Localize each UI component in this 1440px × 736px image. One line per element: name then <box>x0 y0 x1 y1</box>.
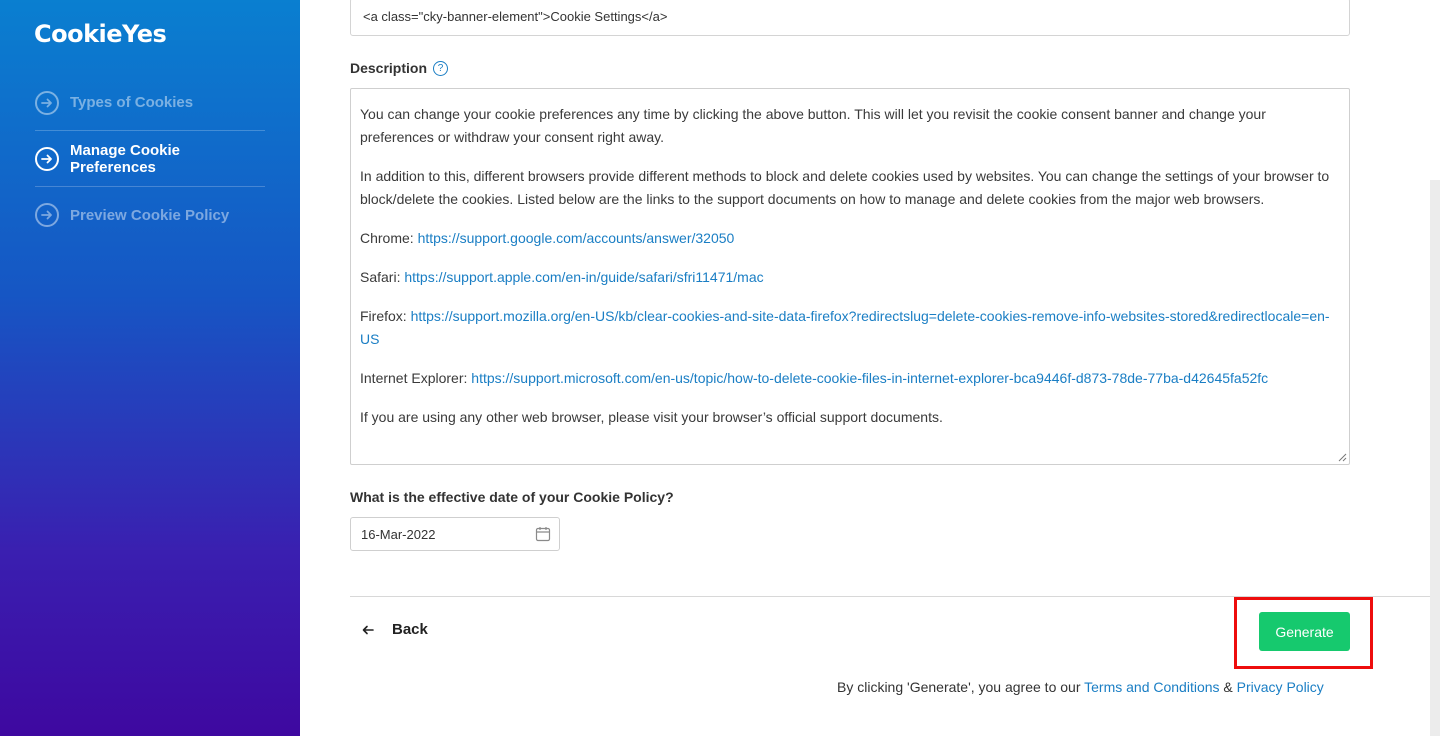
cookie-settings-code-input[interactable]: <a class="cky-banner-element">Cookie Settings</a> <box>350 0 1350 36</box>
scrollbar[interactable] <box>1430 180 1440 736</box>
description-label-text: Description <box>350 60 428 76</box>
cookieyes-logo[interactable]: CookieYes <box>34 20 167 48</box>
arrow-right-circle-icon <box>35 91 59 115</box>
back-button[interactable] <box>362 621 428 638</box>
sidebar-item-types-of-cookies[interactable] <box>35 75 265 131</box>
firefox-support-link[interactable]: https://support.mozilla.org/en-US/kb/clear-cookies-and-site-data-firefox?redirectslug=delete-cookies-remove-info-websites-stored&redirectlocale=en-US <box>360 308 1330 347</box>
browser-name: Safari: <box>360 269 401 285</box>
sidebar-item-label: Manage Cookie Preferences <box>70 141 181 176</box>
agreement-prefix: By clicking 'Generate', you agree to our <box>837 679 1085 695</box>
browser-name: Chrome: <box>360 230 414 246</box>
sidebar-item-label: Preview Cookie Policy <box>70 206 230 224</box>
generate-button[interactable]: Generate <box>1259 612 1350 651</box>
main-content <box>300 0 1430 736</box>
sidebar-item-manage-cookie-preferences[interactable] <box>35 131 265 187</box>
calendar-icon[interactable] <box>535 526 551 542</box>
agreement-text <box>837 679 1324 695</box>
chrome-support-link[interactable]: https://support.google.com/accounts/answer/32050 <box>417 230 735 246</box>
step-nav <box>35 75 265 243</box>
effective-date-input[interactable] <box>350 517 560 551</box>
terms-link[interactable]: Terms and Conditions <box>1084 679 1220 695</box>
resize-grip-icon[interactable] <box>1338 453 1347 462</box>
browser-link-row-safari <box>360 266 1340 289</box>
description-paragraph: If you are using any other web browser, please visit your browser’s official support documents. <box>360 409 943 425</box>
sidebar <box>0 0 300 736</box>
arrow-left-icon <box>362 624 374 636</box>
description-paragraph: You can change your cookie preferences any time by clicking the above button. This will let you revisit the cookie consent banner and change your preferences or withdraw your consent right away. <box>360 106 1266 145</box>
description-textarea[interactable] <box>350 88 1350 465</box>
arrow-right-circle-icon <box>35 203 59 227</box>
sidebar-item-preview-cookie-policy[interactable] <box>35 187 265 243</box>
ie-support-link[interactable]: https://support.microsoft.com/en-us/topic/how-to-delete-cookie-files-in-internet-explorer-bca9446f-d873-78de-77ba-d42645fa52fc <box>471 370 1269 386</box>
safari-support-link[interactable]: https://support.apple.com/en-in/guide/safari/sfri11471/mac <box>404 269 764 285</box>
description-label <box>350 60 448 76</box>
privacy-policy-link[interactable]: Privacy Policy <box>1236 679 1324 695</box>
help-icon[interactable]: ? <box>433 61 448 76</box>
browser-name: Internet Explorer: <box>360 370 468 386</box>
browser-name: Firefox: <box>360 308 407 324</box>
back-button-label: Back <box>392 621 428 638</box>
arrow-right-circle-icon <box>35 147 59 171</box>
sidebar-item-label: Types of Cookies <box>70 94 194 111</box>
description-paragraph: In addition to this, different browsers provide different methods to block and delete cookies used by websites. You can change the settings of your browser to block/delete the cookies. Listed below are the links to the support documents on how to manage and delete cookies from the major web browsers. <box>360 168 1330 207</box>
agreement-ampersand: & <box>1219 679 1237 695</box>
effective-date-label: What is the effective date of your Cookie Policy? <box>350 489 674 505</box>
browser-link-row-chrome <box>360 227 1340 250</box>
browser-link-row-ie <box>360 367 1340 390</box>
browser-link-row-firefox <box>360 305 1340 351</box>
effective-date-value: 16-Mar-2022 <box>361 527 436 542</box>
